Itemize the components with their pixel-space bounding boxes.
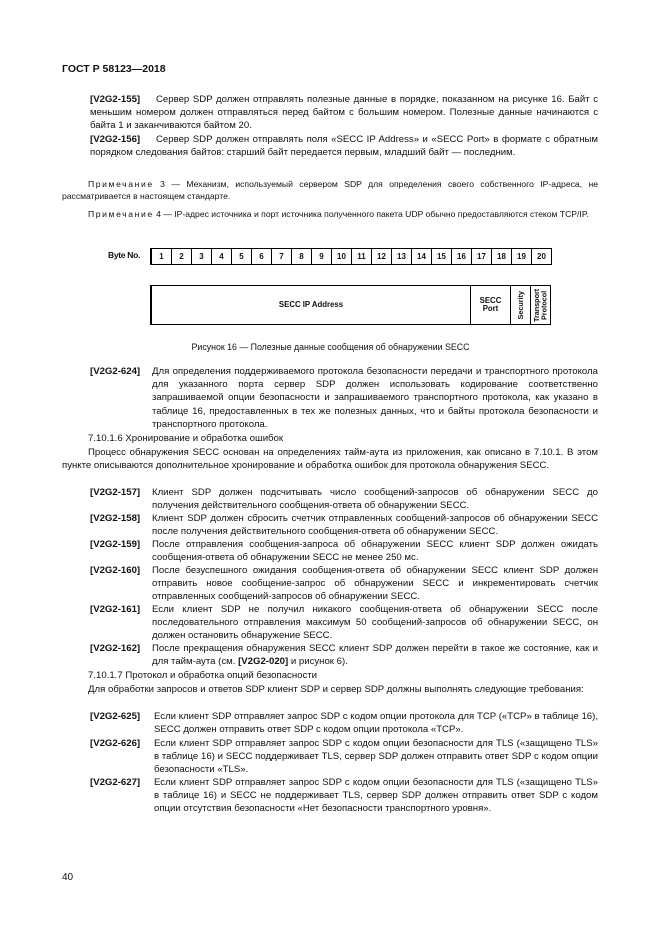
byte-cell: 14 [411, 248, 432, 265]
requirement-id: [V2G2-157] [90, 487, 141, 498]
requirement-v2g2-156 [90, 133, 598, 159]
payload-field-row [150, 285, 551, 325]
requirement-text: Сервер SDP должен отправлять поля «SECC IP Address» и «SECC Port» в формате с обратным порядком следования байтов: старший байт передается первым, младший байт — последним. [90, 134, 598, 159]
byte-cell: 1 [150, 248, 172, 265]
figure-caption: Рисунок 16 — Полезные данные сообщения об обнаружении SECC [191, 342, 470, 352]
requirement-text: Если клиент SDP отправляет запрос SDP с кодом опции безопасности для TLS («защищено TLS» в таблице 16) и SECC не поддерживает TLS, сервер SDP должен отправить ответ SDP с кодом опции отсутствия безопасности «Нет безопасности транспортного уровня». [154, 777, 598, 815]
requirement-v2g2-626 [90, 737, 598, 777]
note-text: 4 — IP-адрес источника и порт источника полученного пакета UDP обычно предоставляются стеком TCP/IP. [153, 209, 589, 219]
requirement-text: Клиент SDP должен сбросить счетчик отправленных сообщений-запросов об обнаружении SECC после получения действительного сообщения-ответа об обнаружении SECC. [152, 513, 598, 538]
field-transport-protocol [530, 285, 551, 325]
byte-cell: 4 [211, 248, 232, 265]
field-label: Security [515, 290, 525, 320]
requirement-v2g2-162 [90, 642, 598, 668]
field-label: SECC Port [479, 295, 502, 313]
requirement-text: Если клиент SDP не получил никакого сообщения-ответа об обнаружении SECC после последовательного отправления максимум 50 сообщений-запросов об обнаружении SECC, он должен остановить обнаружение SECC. [152, 604, 598, 642]
section-intro-paragraph [62, 683, 598, 696]
byte-cell: 2 [171, 248, 192, 265]
note-3 [62, 178, 598, 202]
requirement-id: [V2G2-158] [90, 513, 141, 524]
byte-cell: 8 [291, 248, 312, 265]
requirement-v2g2-625 [90, 710, 598, 736]
requirement-text: Если клиент SDP отправляет запрос SDP с кодом опции безопасности для TLS («защищено TLS» в таблице 16) и SECC поддерживает TLS, сервер SDP должен отправить ответ SDP с кодом опции безопасности «TLS». [154, 738, 598, 776]
note-prefix: Примечание [88, 209, 154, 219]
note-4 [62, 208, 598, 220]
section-intro-paragraph [62, 446, 598, 472]
paragraph-text: Процесс обнаружения SECC основан на определениях тайм-аута из приложения, как описано в 7.10.1. В этом пункте описываются дополнительное хронирование и обработка ошибок для протокола обнаружения SECC. [62, 447, 598, 472]
note-text: 3 — Механизм, используемый сервером SDP для определения своего собственного IP-адреса, не рассматривается в настоящем стандарте. [62, 179, 598, 201]
byte-cell: 11 [351, 248, 372, 265]
note-prefix: Примечание [88, 179, 154, 189]
paragraph-text: Для обработки запросов и ответов SDP клиент SDP и сервер SDP должны выполнять следующие требования: [88, 684, 584, 695]
requirement-id: [V2G2-625] [90, 711, 141, 722]
requirement-id: [V2G2-155] [90, 94, 141, 105]
requirement-v2g2-155 [90, 93, 598, 133]
requirement-id: [V2G2-162] [90, 643, 141, 654]
requirement-id: [V2G2-626] [90, 738, 141, 749]
byte-cell: 15 [431, 248, 452, 265]
byte-cell: 5 [231, 248, 252, 265]
requirement-id: [V2G2-627] [90, 777, 141, 788]
requirement-text: После отправления сообщения-запроса об обнаружении SECC клиент SDP должен ожидать сообщения-ответа об обнаружении SECC не менее 250 мс. [152, 539, 598, 564]
field-security [510, 285, 531, 325]
requirement-text: Клиент SDP должен подсчитывать число сообщений-запросов об обнаружении SECC до получения действительного сообщения-ответа об обнаружении SECC. [152, 487, 598, 512]
byte-cell: 16 [451, 248, 472, 265]
field-label: Transport Protocol [532, 288, 549, 322]
requirement-v2g2-627 [90, 776, 598, 816]
requirement-id: [V2G2-159] [90, 539, 141, 550]
byte-number-label: Byte No. [108, 250, 141, 260]
requirement-text: Для определения поддерживаемого протокола безопасности передачи и транспортного протокола для указанного порта сервер SDP должен использовать кодирование соответственно запрашиваемой опции безопасности и запрашиваемого транспортного протокола, как указано в таблице 16, предоставленных в тех же полезных данных, что и байты протокола безопасности и транспортного протокола. [152, 366, 598, 430]
byte-cell: 7 [271, 248, 292, 265]
byte-cell: 17 [471, 248, 492, 265]
cross-reference: [V2G2-020] [238, 656, 289, 668]
requirement-id: [V2G2-160] [90, 565, 141, 576]
byte-cell: 9 [311, 248, 332, 265]
requirement-text: Если клиент SDP отправляет запрос SDP с кодом опции протокола для TCP («TCP» в таблице 16), SECC должен отправить ответ SDP с кодом опции протокола «TCP». [154, 711, 598, 736]
requirement-id: [V2G2-624] [90, 366, 141, 377]
document-header: ГОСТ Р 58123—2018 [62, 63, 166, 75]
requirement-v2g2-157 [90, 486, 598, 512]
requirement-text: После прекращения обнаружения SECC клиент SDP должен перейти в такое же состояние, как и для тайм-аута (см. [V2G2-020] и рисунок 6). [152, 643, 598, 668]
section-heading-7-10-1-7: 7.10.1.7 Протокол и обработка опций безопасности [88, 670, 318, 681]
byte-number-row [150, 248, 551, 265]
requirement-text: После безуспешного ожидания сообщения-ответа об обнаружении SECC клиент SDP должен отправить новое сообщение-запрос об обнаружении SECC и инкрементировать счетчик отправленных сообщений-запросов об обнаружении SECC. [152, 565, 598, 603]
requirement-id: [V2G2-161] [90, 604, 141, 615]
requirement-v2g2-161 [90, 603, 598, 643]
byte-cell: 3 [191, 248, 212, 265]
field-secc-ip-address: SECC IP Address [150, 285, 471, 325]
byte-cell: 12 [371, 248, 392, 265]
requirement-text: Сервер SDP должен отправлять полезные данные в порядке, показанном на рисунке 16. Байт с меньшим номером должен отправляться перед байтом с большим номером. Полезные данные начинаются с байта 1 и заканчиваются байтом 20. [90, 94, 598, 132]
byte-cell: 10 [331, 248, 352, 265]
section-heading-7-10-1-6: 7.10.1.6 Хронирование и обработка ошибок [88, 433, 284, 444]
byte-cell: 20 [531, 248, 552, 265]
page-number: 40 [62, 872, 74, 883]
requirement-v2g2-158 [90, 512, 598, 538]
byte-cell: 6 [251, 248, 272, 265]
requirement-v2g2-159 [90, 538, 598, 564]
field-secc-port [470, 285, 511, 325]
byte-cell: 18 [491, 248, 512, 265]
requirement-id: [V2G2-156] [90, 134, 141, 145]
requirement-v2g2-160 [90, 564, 598, 604]
byte-cell: 13 [391, 248, 412, 265]
requirement-v2g2-624 [90, 365, 598, 431]
byte-cell: 19 [511, 248, 532, 265]
